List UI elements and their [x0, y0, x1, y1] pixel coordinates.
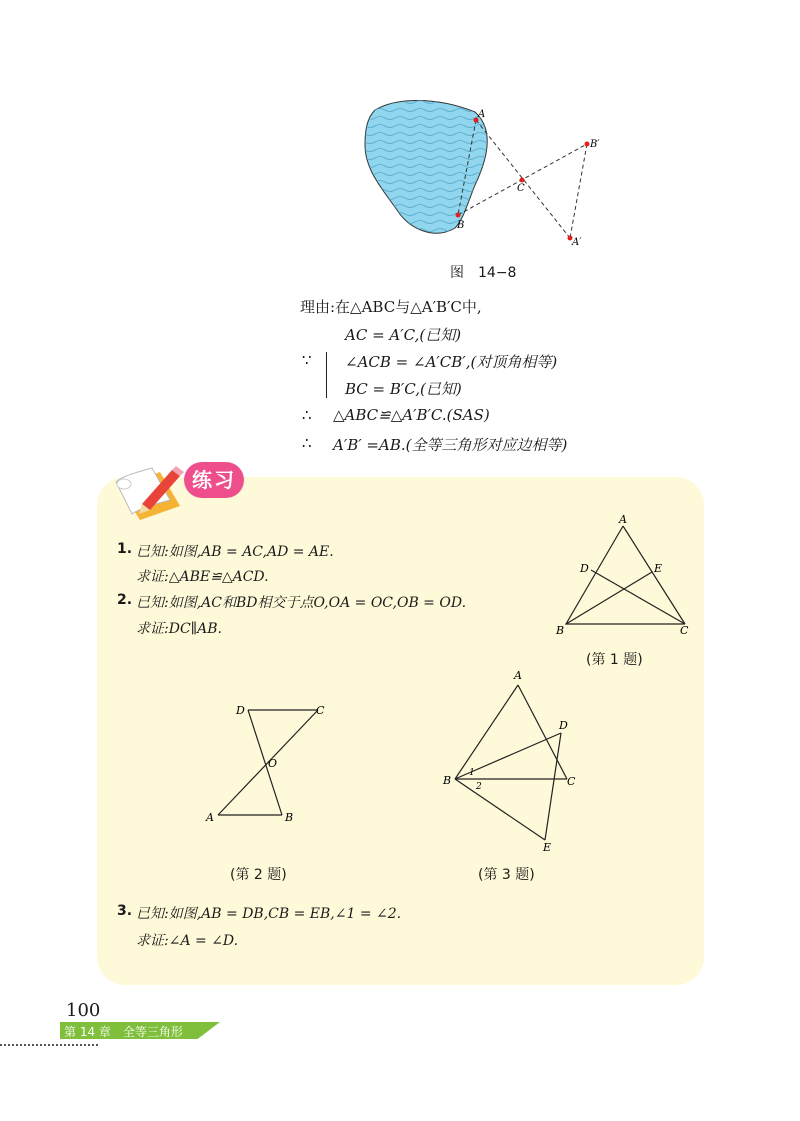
figure-q1	[548, 510, 698, 640]
point-c	[520, 178, 525, 183]
chapter-label: 第 14 章 全等三角形	[64, 1025, 183, 1039]
fig2-label-c: C	[316, 704, 325, 717]
label-b-prime: B′	[590, 139, 600, 150]
fig3-caption: (第 3 题)	[478, 867, 535, 883]
figure-14-8	[355, 90, 615, 260]
fig2-label-b: B	[285, 811, 294, 824]
figure-q3	[440, 665, 590, 855]
proof-line-6: A′B′ =AB.(全等三角形对应边相等)	[333, 436, 568, 454]
fig1-label-b: B	[556, 624, 565, 637]
label-c: C	[517, 183, 525, 194]
therefore-symbol-2: ∴	[302, 434, 312, 452]
proof-line-4: BC = B′C,(已知)	[345, 380, 462, 398]
fig3-label-d: D	[559, 719, 568, 732]
because-symbol: ∵	[302, 351, 312, 369]
fig2-label-a: A	[206, 811, 214, 824]
notepad-pencil-icon	[112, 458, 188, 522]
label-a: A	[478, 109, 486, 120]
q3-given: 已知:如图,AB = DB,CB = EB,∠1 = ∠2.	[136, 906, 402, 922]
proof-line-2: AC = A′C,(已知)	[345, 326, 462, 344]
fig2-label-o: O	[268, 757, 278, 770]
q2-given: 已知:如图,AC和BD相交于点O,OA = OC,OB = OD.	[136, 595, 467, 611]
q3-number: 3.	[117, 903, 133, 919]
proof-line-5: △ABC≌△A′B′C.(SAS)	[333, 406, 490, 424]
page-number: 100	[66, 1000, 101, 1021]
fig3-angle-1: 1	[469, 768, 475, 778]
fig3-label-a: A	[514, 669, 522, 682]
therefore-symbol-1: ∴	[302, 406, 312, 424]
fig2-label-d: D	[236, 704, 245, 717]
q3-prove: 求证:∠A = ∠D.	[136, 933, 239, 949]
fig3-label-c: C	[567, 775, 576, 788]
fig1-label-d: D	[580, 562, 589, 575]
fig1-caption: (第 1 题)	[586, 652, 643, 668]
fig3-label-e: E	[543, 841, 552, 854]
fig3-label-b: B	[443, 774, 452, 787]
q2-number: 2.	[117, 592, 133, 608]
proof-line-3: ∠ACB = ∠A′CB′,(对顶角相等)	[345, 353, 558, 371]
q1-given: 已知:如图,AB = AC,AD = AE.	[136, 544, 334, 560]
q2-prove: 求证:DC∥AB.	[136, 621, 222, 637]
label-b: B	[457, 220, 465, 231]
point-b-prime	[585, 142, 590, 147]
fig1-label-c: C	[680, 624, 689, 637]
point-b	[456, 213, 461, 218]
proof-line-1: 理由:在△ABC与△A′B′C中,	[300, 298, 482, 316]
label-a-prime: A′	[572, 237, 582, 248]
fig2-caption: (第 2 题)	[230, 867, 287, 883]
fig3-angle-2: 2	[476, 782, 482, 792]
brace	[326, 352, 333, 398]
fig1-label-a: A	[619, 513, 627, 526]
fig1-label-e: E	[654, 562, 663, 575]
footer-dotted-line	[0, 1044, 98, 1046]
figure-q2	[200, 698, 330, 828]
figure-caption: 图 14−8	[450, 265, 517, 281]
q1-number: 1.	[117, 541, 133, 557]
exercise-title: 练习	[184, 462, 244, 498]
q1-prove: 求证:△ABE≌△ACD.	[136, 569, 269, 585]
